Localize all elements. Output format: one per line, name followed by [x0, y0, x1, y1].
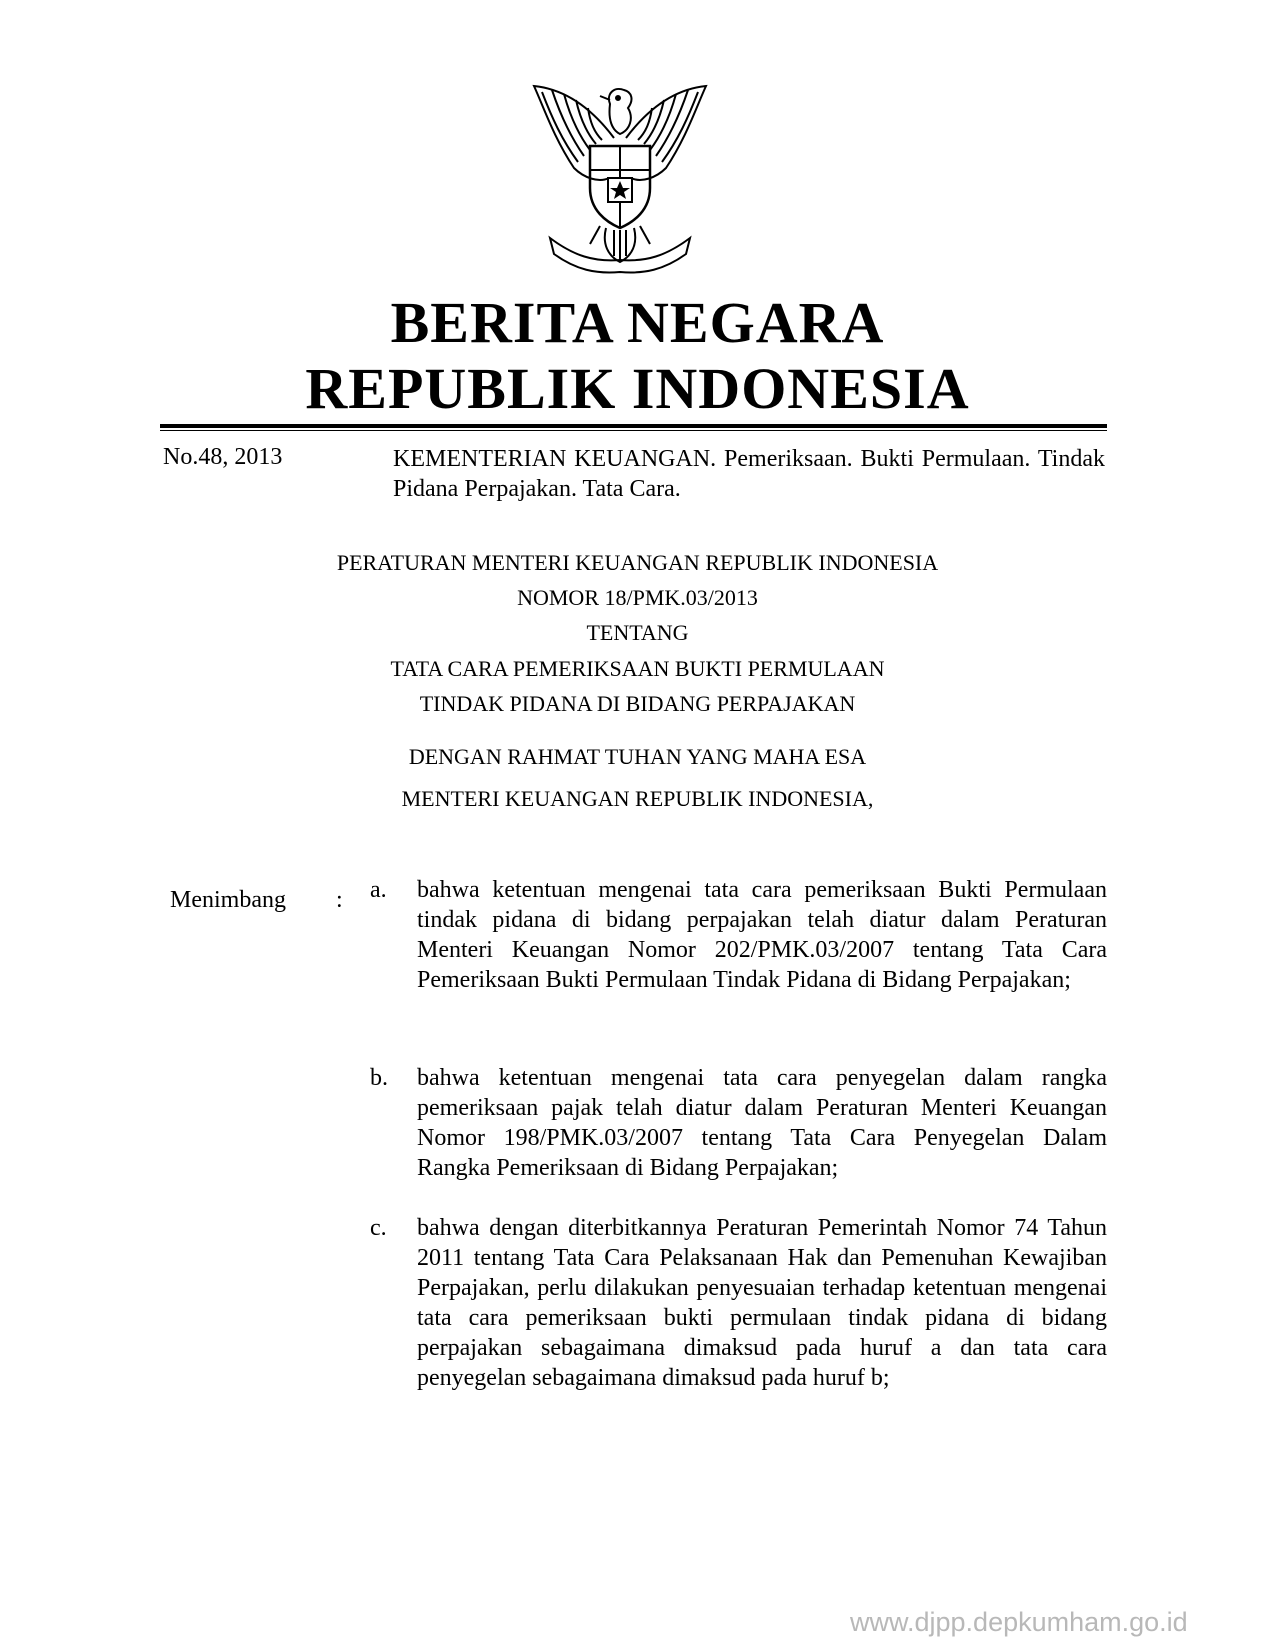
menimbang-item-c	[370, 1213, 1110, 1393]
regulation-issuer: MENTERI KEUANGAN REPUBLIK INDONESIA,	[401, 786, 874, 811]
regulation-number: NOMOR 18/PMK.03/2013	[517, 585, 758, 610]
menimbang-item-a	[370, 875, 1110, 995]
item-text: bahwa dengan diterbitkannya Peraturan Pemerintah Nomor 74 Tahun 2011 tentang Tata Cara Pelaksanaan Hak dan Pemenuhan Kewajiban Perpajakan, perlu dilakukan penyesuaian terhadap ketentuan mengenai tata cara pemeriksaan bukti permulaan tindak pidana di bidang perpajakan sebagaimana dimaksud pada huruf a dan tata cara penyegelan sebagaimana dimaksud pada huruf b;	[417, 1215, 1107, 1391]
item-marker: a.	[370, 877, 387, 903]
regulation-preamble: DENGAN RAHMAT TUHAN YANG MAHA ESA	[408, 744, 867, 769]
issue-number: No.48, 2013	[163, 444, 283, 470]
regulation-title-line1: TATA CARA PEMERIKSAAN BUKTI PERMULAAN	[390, 656, 885, 681]
regulation-heading: PERATURAN MENTERI KEUANGAN REPUBLIK INDONESIA	[336, 550, 939, 575]
regulation-tentang: TENTANG	[586, 620, 689, 645]
menimbang-colon: :	[336, 887, 343, 913]
item-text: bahwa ketentuan mengenai tata cara penyegelan dalam rangka pemeriksaan pajak telah diatur dalam Peraturan Menteri Keuangan Nomor 198/PMK.03/2007 tentang Tata Cara Penyegelan Dalam Rangka Pemeriksaan di Bidang Perpajakan;	[417, 1065, 1107, 1181]
item-marker: b.	[370, 1065, 388, 1091]
garuda-emblem-icon	[514, 78, 726, 274]
issue-subject: KEMENTERIAN KEUANGAN. Pemeriksaan. Bukti Permulaan. Tindak Pidana Perpajakan. Tata Cara.	[393, 446, 1105, 502]
gazette-title-line1: BERITA NEGARA	[390, 290, 885, 355]
menimbang-item-b	[370, 1063, 1110, 1183]
masthead-rule-thick	[160, 424, 1107, 428]
regulation-title-line2: TINDAK PIDANA DI BIDANG PERPAJAKAN	[419, 691, 856, 716]
item-text: bahwa ketentuan mengenai tata cara pemeriksaan Bukti Permulaan tindak pidana di bidang perpajakan telah diatur dalam Peraturan Menteri Keuangan Nomor 202/PMK.03/2007 tentang Tata Cara Pemeriksaan Bukti Permulaan Tindak Pidana di Bidang Perpajakan;	[417, 877, 1107, 993]
gazette-title-line2: REPUBLIK INDONESIA	[305, 356, 970, 421]
source-watermark: www.djpp.depkumham.go.id	[850, 1607, 1188, 1637]
menimbang-label: Menimbang	[170, 887, 286, 913]
masthead-rule-thin	[160, 430, 1107, 431]
item-marker: c.	[370, 1215, 387, 1241]
